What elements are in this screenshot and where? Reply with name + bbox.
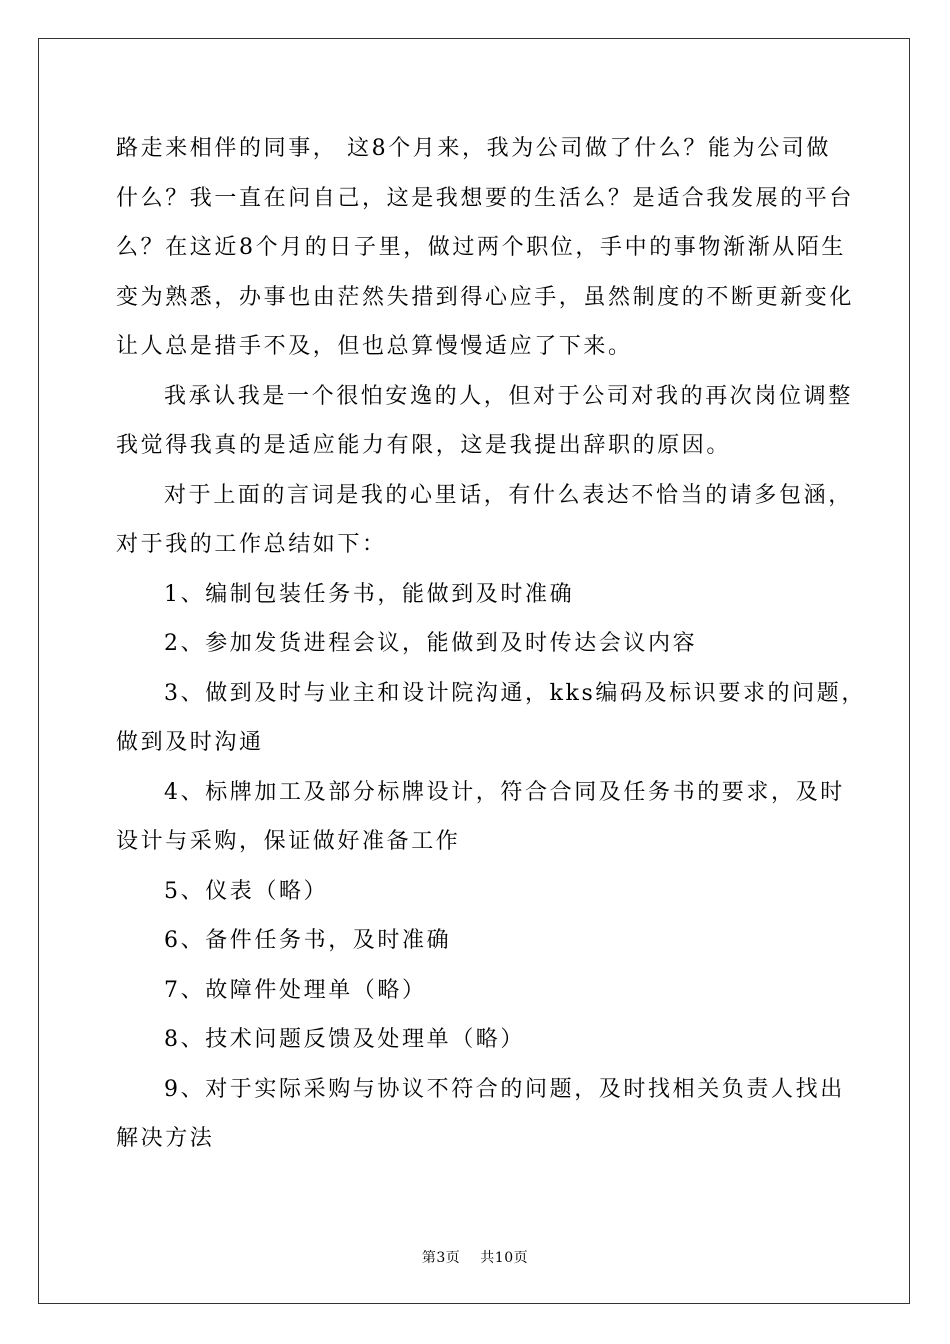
text-line: 9、对于实际采购与协议不符合的问题，及时找相关负责人找出: [164, 1076, 845, 1102]
text-line: 我觉得我真的是适应能力有限，这是我提出辞职的原因。: [116, 433, 732, 458]
page-total: 共10页: [480, 1250, 529, 1266]
text-line: 对于我的工作总结如下：: [116, 532, 387, 557]
text-line: 么？在这近8个月的日子里，做过两个职位，手中的事物渐渐从陌生: [116, 235, 846, 260]
text-line: 让人总是措手不及，但也总算慢慢适应了下来。: [116, 334, 633, 359]
list-item: [116, 966, 836, 1016]
text-line: 8、技术问题反馈及处理单（略）: [164, 1027, 525, 1052]
paragraph: [116, 471, 853, 570]
text-line: 什么？我一直在问自己，这是我想要的生活么？是适合我发展的平台: [116, 185, 855, 211]
document-body: [116, 124, 866, 1164]
list-item: [116, 1015, 836, 1065]
list-item: [116, 570, 836, 620]
text-line: 做到及时沟通: [116, 730, 264, 755]
paragraph: [116, 124, 855, 372]
text-line: 对于上面的言词是我的心里话，有什么表达不恰当的请多包涵，: [164, 482, 853, 508]
list-item: [116, 669, 866, 768]
text-line: 变为熟悉，办事也由茫然失措到得心应手，虽然制度的不断更新变化: [116, 284, 855, 310]
page-footer: [0, 1247, 950, 1267]
list-item: [116, 1065, 845, 1164]
text-line: 5、仪表（略）: [164, 878, 329, 904]
list-item: [116, 867, 836, 917]
list-item: [116, 619, 836, 669]
list-item: [116, 768, 845, 867]
page-number: 第3页: [421, 1250, 461, 1266]
text-line: 2、参加发货进程会议，能做到及时传达会议内容: [164, 631, 698, 656]
list-item: [116, 916, 836, 966]
text-line: 1、编制包装任务书，能做到及时准确: [164, 581, 575, 607]
text-line: 3、做到及时与业主和设计院沟通，kks编码及标识要求的问题，: [164, 680, 866, 706]
text-line: 路走来相伴的同事， 这8个月来，我为公司做了什么？能为公司做: [116, 136, 831, 161]
text-line: 解决方法: [116, 1126, 215, 1151]
paragraph: [116, 372, 853, 471]
text-line: 7、故障件处理单（略）: [164, 977, 427, 1003]
text-line: 4、标牌加工及部分标牌设计，符合合同及任务书的要求，及时: [164, 779, 845, 805]
text-line: 设计与采购，保证做好准备工作: [116, 829, 461, 854]
text-line: 6、备件任务书，及时准确: [164, 928, 452, 953]
text-line: 我承认我是一个很怕安逸的人，但对于公司对我的再次岗位调整: [164, 383, 853, 409]
